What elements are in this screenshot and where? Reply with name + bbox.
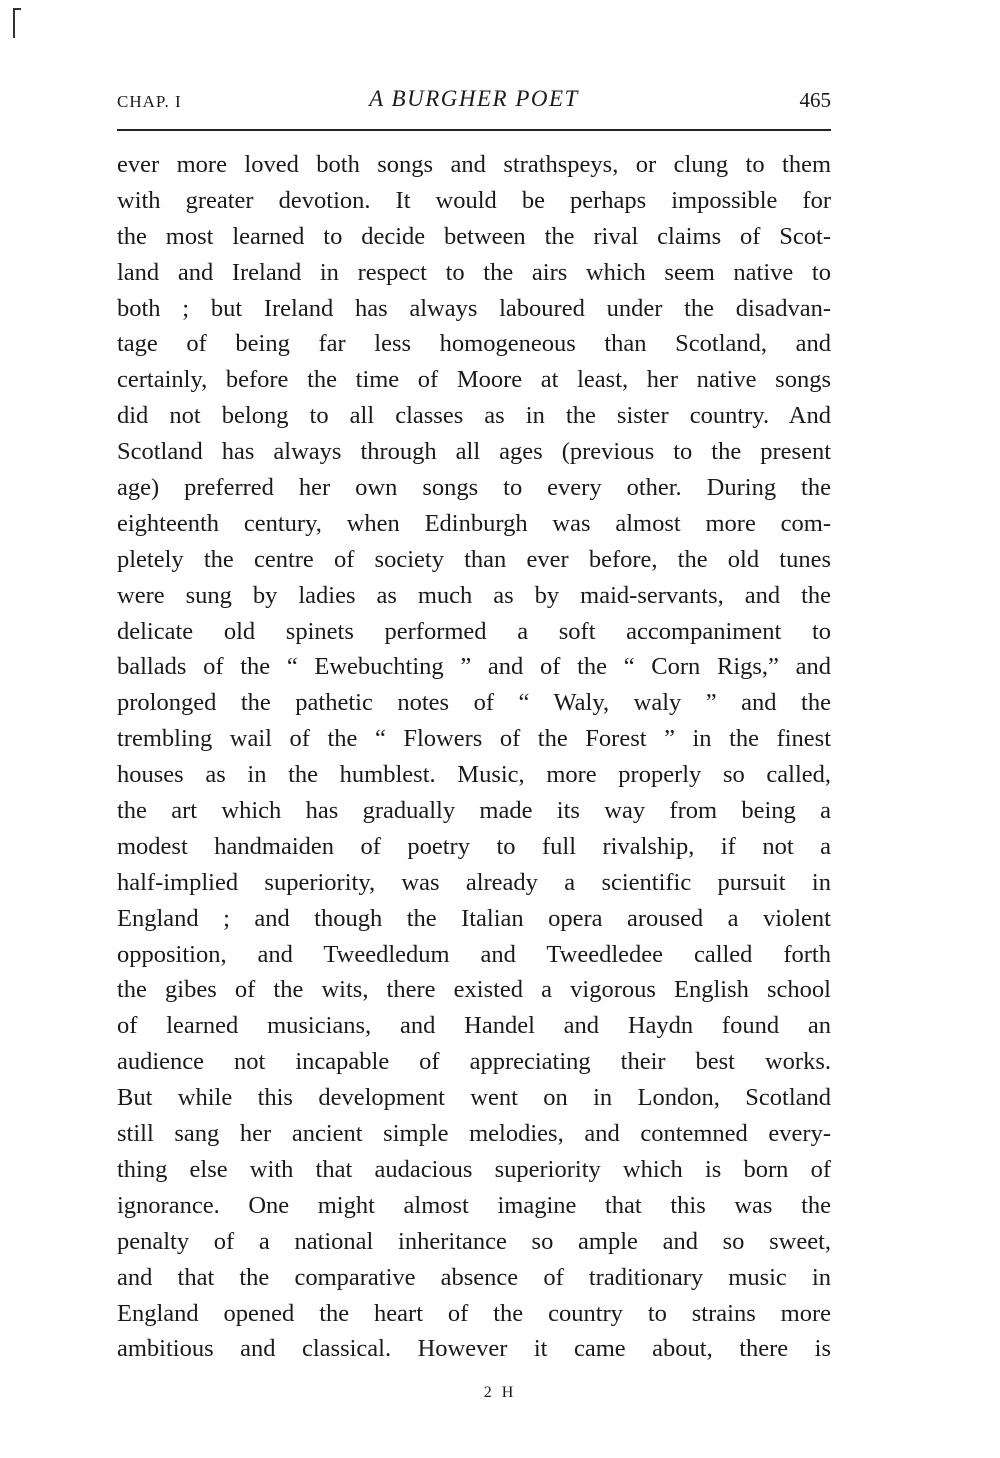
text-line-content: England opened the heart of the country to strains more <box>117 1299 831 1327</box>
text-line <box>117 1116 831 1152</box>
text-line-content: and that the comparative absence of traditionary music in <box>117 1263 831 1291</box>
text-line <box>117 326 831 362</box>
signature-mark: 2 H <box>483 1384 517 1401</box>
text-line <box>117 793 831 829</box>
running-title: A BURGHER POET <box>369 86 579 111</box>
text-line-content: penalty of a national inheritance so ample and so sweet, <box>117 1227 831 1255</box>
text-line-content: ballads of the “ Ewebuchting ” and of the “ Corn Rigs,” and <box>117 653 831 681</box>
text-line <box>117 255 831 291</box>
text-line-content: ambitious and classical. However it came about, there is <box>117 1335 831 1363</box>
text-line-content: were sung by ladies as much as by maid-servants, and the <box>117 581 831 609</box>
text-line-content: trembling wail of the “ Flowers of the Forest ” in the finest <box>117 725 831 753</box>
scan-mark <box>13 8 15 38</box>
text-line-content: But while this development went on in London, Scotland <box>117 1084 831 1112</box>
text-line <box>117 147 831 183</box>
text-line-content: thing else with that audacious superiority which is born of <box>117 1155 831 1183</box>
text-line-content: houses as in the humblest. Music, more properly so called, <box>117 761 831 789</box>
text-line <box>117 1224 831 1260</box>
text-line <box>117 865 831 901</box>
text-line <box>117 434 831 470</box>
page-number: 465 <box>799 88 831 112</box>
text-line <box>117 470 831 506</box>
text-line <box>117 291 831 327</box>
text-line <box>117 1080 831 1116</box>
text-line-content: ever more loved both songs and strathspeys, or clung to them <box>117 151 831 178</box>
text-line <box>117 542 831 578</box>
text-line-content: of learned musicians, and Handel and Haydn found an <box>117 1012 831 1040</box>
text-line <box>117 398 831 434</box>
text-line-content: age) preferred her own songs to every other. During the <box>117 474 831 502</box>
text-line-content: land and Ireland in respect to the airs which seem native to <box>117 258 831 286</box>
text-line <box>117 183 831 219</box>
text-line-content: ignorance. One might almost imagine that this was the <box>117 1191 831 1219</box>
text-line-content: still sang her ancient simple melodies, and contemned every- <box>117 1120 831 1148</box>
chapter-label: CHAP. I <box>117 92 182 111</box>
body-text <box>117 147 831 1367</box>
text-line <box>117 649 831 685</box>
text-line <box>117 219 831 255</box>
text-line-content: England ; and though the Italian opera aroused a violent <box>117 904 831 932</box>
text-line <box>117 506 831 542</box>
text-line-content: certainly, before the time of Moore at least, her native songs <box>117 366 831 394</box>
running-header <box>117 86 831 116</box>
text-line-content: Scotland has always through all ages (previous to the present <box>117 438 831 466</box>
text-line <box>117 1296 831 1332</box>
text-line-content: eighteenth century, when Edinburgh was almost more com- <box>117 509 831 537</box>
text-line <box>117 1008 831 1044</box>
text-line-content: did not belong to all classes as in the sister country. And <box>117 402 831 430</box>
text-line-content: with greater devotion. It would be perhaps impossible for <box>117 186 831 214</box>
text-line <box>117 1260 831 1296</box>
text-line-content: the art which has gradually made its way from being a <box>117 797 831 825</box>
text-line <box>117 1044 831 1080</box>
text-line-content: delicate old spinets performed a soft accompaniment to <box>117 617 831 645</box>
text-line-content: prolonged the pathetic notes of “ Waly, waly ” and the <box>117 689 831 717</box>
text-line <box>117 1331 831 1367</box>
text-line <box>117 721 831 757</box>
text-line-content: modest handmaiden of poetry to full rivalship, if not a <box>117 832 831 860</box>
text-line <box>117 972 831 1008</box>
text-line <box>117 578 831 614</box>
text-line <box>117 1152 831 1188</box>
header-rule <box>117 129 831 131</box>
text-line <box>117 1188 831 1224</box>
text-line <box>117 937 831 973</box>
text-line-content: opposition, and Tweedledum and Tweedledee called forth <box>117 940 831 968</box>
text-line <box>117 362 831 398</box>
text-line <box>117 757 831 793</box>
text-line-content: both ; but Ireland has always laboured under the disadvan- <box>117 294 831 322</box>
text-line-content: audience not incapable of appreciating their best works. <box>117 1048 831 1076</box>
text-line-content: half-implied superiority, was already a scientific pursuit in <box>117 868 831 896</box>
text-line-content: pletely the centre of society than ever before, the old tunes <box>117 545 831 573</box>
text-line-content: the gibes of the wits, there existed a vigorous English school <box>117 976 831 1004</box>
text-line <box>117 614 831 650</box>
text-line <box>117 901 831 937</box>
text-line-content: tage of being far less homogeneous than Scotland, and <box>117 330 831 358</box>
text-line <box>117 829 831 865</box>
text-line <box>117 685 831 721</box>
text-line-content: the most learned to decide between the rival claims of Scot- <box>117 222 831 250</box>
scan-mark <box>13 8 21 10</box>
